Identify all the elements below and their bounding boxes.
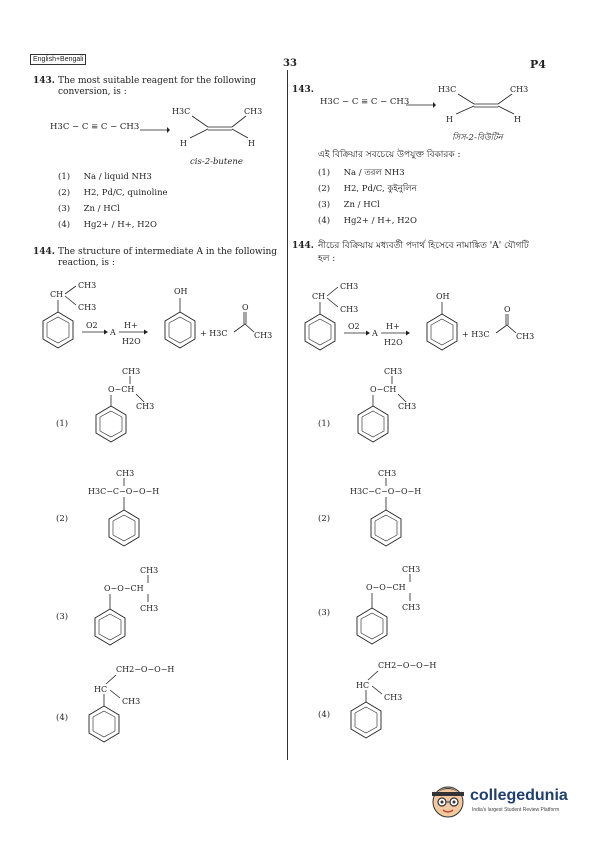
svg-text:H+: H+ (386, 322, 400, 331)
svg-text:A: A (372, 329, 378, 338)
svg-text:H: H (514, 115, 521, 124)
svg-text:O: O (504, 305, 511, 314)
svg-text:H2O: H2O (122, 337, 141, 346)
svg-text:H3C: H3C (438, 85, 457, 94)
svg-text:CH3: CH3 (244, 107, 263, 116)
q143-number: 143. (33, 76, 55, 86)
q143-option-2: (2) H2, Pd/C, quinoline (58, 188, 168, 198)
svg-text:CH3: CH3 (254, 331, 273, 340)
svg-text:O: O (242, 303, 249, 312)
bn-cis-butene-structure (436, 80, 536, 128)
svg-text:CH3: CH3 (140, 604, 159, 613)
svg-text:H3C−C−O−O−H: H3C−C−O−O−H (88, 487, 160, 496)
mascot-icon (428, 782, 468, 822)
bn-q144-option-2-structure (348, 466, 468, 556)
bn-q144-option-3-structure (348, 562, 468, 654)
q143-product-name: cis-2-butene (190, 157, 243, 167)
svg-text:H: H (180, 139, 187, 148)
svg-text:H3C: H3C (172, 107, 191, 116)
bn-q143-number: 143. (292, 85, 314, 95)
svg-text:O−CH: O−CH (108, 385, 135, 394)
bn-q144-number: 144. (292, 241, 314, 251)
q144-option-4: (4) (56, 713, 69, 723)
column-divider (287, 70, 288, 760)
bn-q143-option-3: (3) Zn / HCl (318, 200, 380, 210)
q144-option-3-structure (86, 563, 206, 655)
bn-q144-option-2: (2) (318, 514, 331, 524)
bn-q143-question: এই বিক্রিয়ার সবচেয়ে উপযুক্ত বিকারক : (318, 150, 461, 160)
q143-reactant: H3C − C ≡ C − CH3 (50, 122, 140, 132)
svg-text:CH2−O−O−H: CH2−O−O−H (116, 665, 175, 674)
svg-text:CH3: CH3 (340, 282, 359, 291)
q144-option-2: (2) (56, 514, 69, 524)
svg-text:HC: HC (356, 681, 370, 690)
bn-q144-option-3: (3) (318, 608, 331, 618)
q144-text-line2: reaction, is : (58, 258, 115, 268)
svg-text:H+: H+ (124, 321, 138, 330)
svg-text:CH3: CH3 (402, 603, 421, 612)
bn-q143-option-4: (4) Hg2+ / H+, H2O (318, 216, 417, 226)
svg-text:HC: HC (94, 685, 108, 694)
svg-text:+ H3C: + H3C (462, 330, 490, 339)
language-tag: English+Bengali (30, 54, 86, 65)
svg-text:CH: CH (312, 292, 326, 301)
q144-option-1: (1) (56, 419, 69, 429)
paper-code: P4 (530, 58, 546, 71)
svg-text:CH3: CH3 (384, 367, 403, 376)
bn-q143-product-name: সিস-2-বিউটিন (452, 133, 503, 143)
svg-text:H3C−C−O−O−H: H3C−C−O−O−H (350, 487, 422, 496)
svg-text:O−O−CH: O−O−CH (366, 583, 406, 592)
q144-option-4-structure (86, 660, 206, 752)
svg-text:CH3: CH3 (122, 697, 141, 706)
bn-q144-option-4: (4) (318, 710, 331, 720)
svg-text:O2: O2 (86, 321, 98, 330)
svg-text:OH: OH (436, 292, 450, 301)
svg-text:CH3: CH3 (78, 303, 97, 312)
q144-text-line1: The structure of intermediate A in the following (58, 247, 278, 257)
q143-text-line1: The most suitable reagent for the following (58, 76, 257, 86)
bn-q144-text-line1: নীচের বিক্রিয়ায় মধ্যবর্তী পদার্থ হিসেবে নামাঙ্কিত 'A' যৌগটি (318, 241, 529, 251)
svg-text:H: H (446, 115, 453, 124)
svg-text:CH3: CH3 (78, 281, 97, 290)
bn-q143-option-2: (2) H2, Pd/C, কুইনুলিন (318, 184, 417, 194)
svg-text:CH3: CH3 (516, 332, 535, 341)
page-number: 33 (283, 58, 297, 69)
q144-option-2-structure (86, 466, 206, 556)
svg-text:CH: CH (50, 290, 64, 299)
svg-text:CH3: CH3 (510, 85, 529, 94)
svg-text:O−O−CH: O−O−CH (104, 584, 144, 593)
svg-text:CH3: CH3 (340, 305, 359, 314)
svg-text:H2O: H2O (384, 338, 403, 347)
bn-q144-option-4-structure (348, 656, 468, 748)
svg-text:OH: OH (174, 287, 188, 296)
svg-text:CH3: CH3 (116, 469, 135, 478)
q144-reaction-scheme (36, 280, 281, 360)
svg-text:CH3: CH3 (122, 367, 141, 376)
bn-q144-reaction-scheme (298, 275, 543, 360)
bn-q143-reactant: H3C − C ≡ C − CH3 (320, 97, 410, 107)
q144-option-3: (3) (56, 612, 69, 622)
svg-text:CH3: CH3 (384, 693, 403, 702)
svg-text:CH3: CH3 (398, 402, 417, 411)
q144-option-1-structure (86, 364, 186, 454)
q143-option-1: (1) Na / liquid NH3 (58, 172, 152, 182)
bn-q144-option-1-structure (348, 364, 448, 454)
q143-option-3: (3) Zn / HCl (58, 204, 120, 214)
bn-q144-option-1: (1) (318, 419, 331, 429)
brand-tagline: India's largest Student Review Platform (472, 807, 560, 813)
svg-text:CH3: CH3 (402, 565, 421, 574)
svg-text:O−CH: O−CH (370, 385, 397, 394)
svg-text:CH3: CH3 (140, 566, 159, 575)
svg-text:+ H3C: + H3C (200, 329, 228, 338)
svg-text:H: H (248, 139, 255, 148)
cis-butene-structure (170, 102, 270, 152)
q143-option-4: (4) Hg2+ / H+, H2O (58, 220, 157, 230)
svg-text:CH3: CH3 (136, 402, 155, 411)
bn-reaction-arrow (406, 102, 436, 108)
brand-logo: collegedunia (470, 787, 568, 804)
svg-text:O2: O2 (348, 322, 360, 331)
reaction-arrow (140, 127, 170, 133)
q143-text-line2: conversion, is : (58, 87, 127, 97)
svg-text:CH2−O−O−H: CH2−O−O−H (378, 661, 437, 670)
q144-number: 144. (33, 247, 55, 257)
bn-q143-option-1: (1) Na / তরল NH3 (318, 168, 405, 178)
svg-text:A: A (110, 328, 116, 337)
bn-q144-text-line2: হল : (318, 254, 336, 264)
svg-text:CH3: CH3 (378, 469, 397, 478)
